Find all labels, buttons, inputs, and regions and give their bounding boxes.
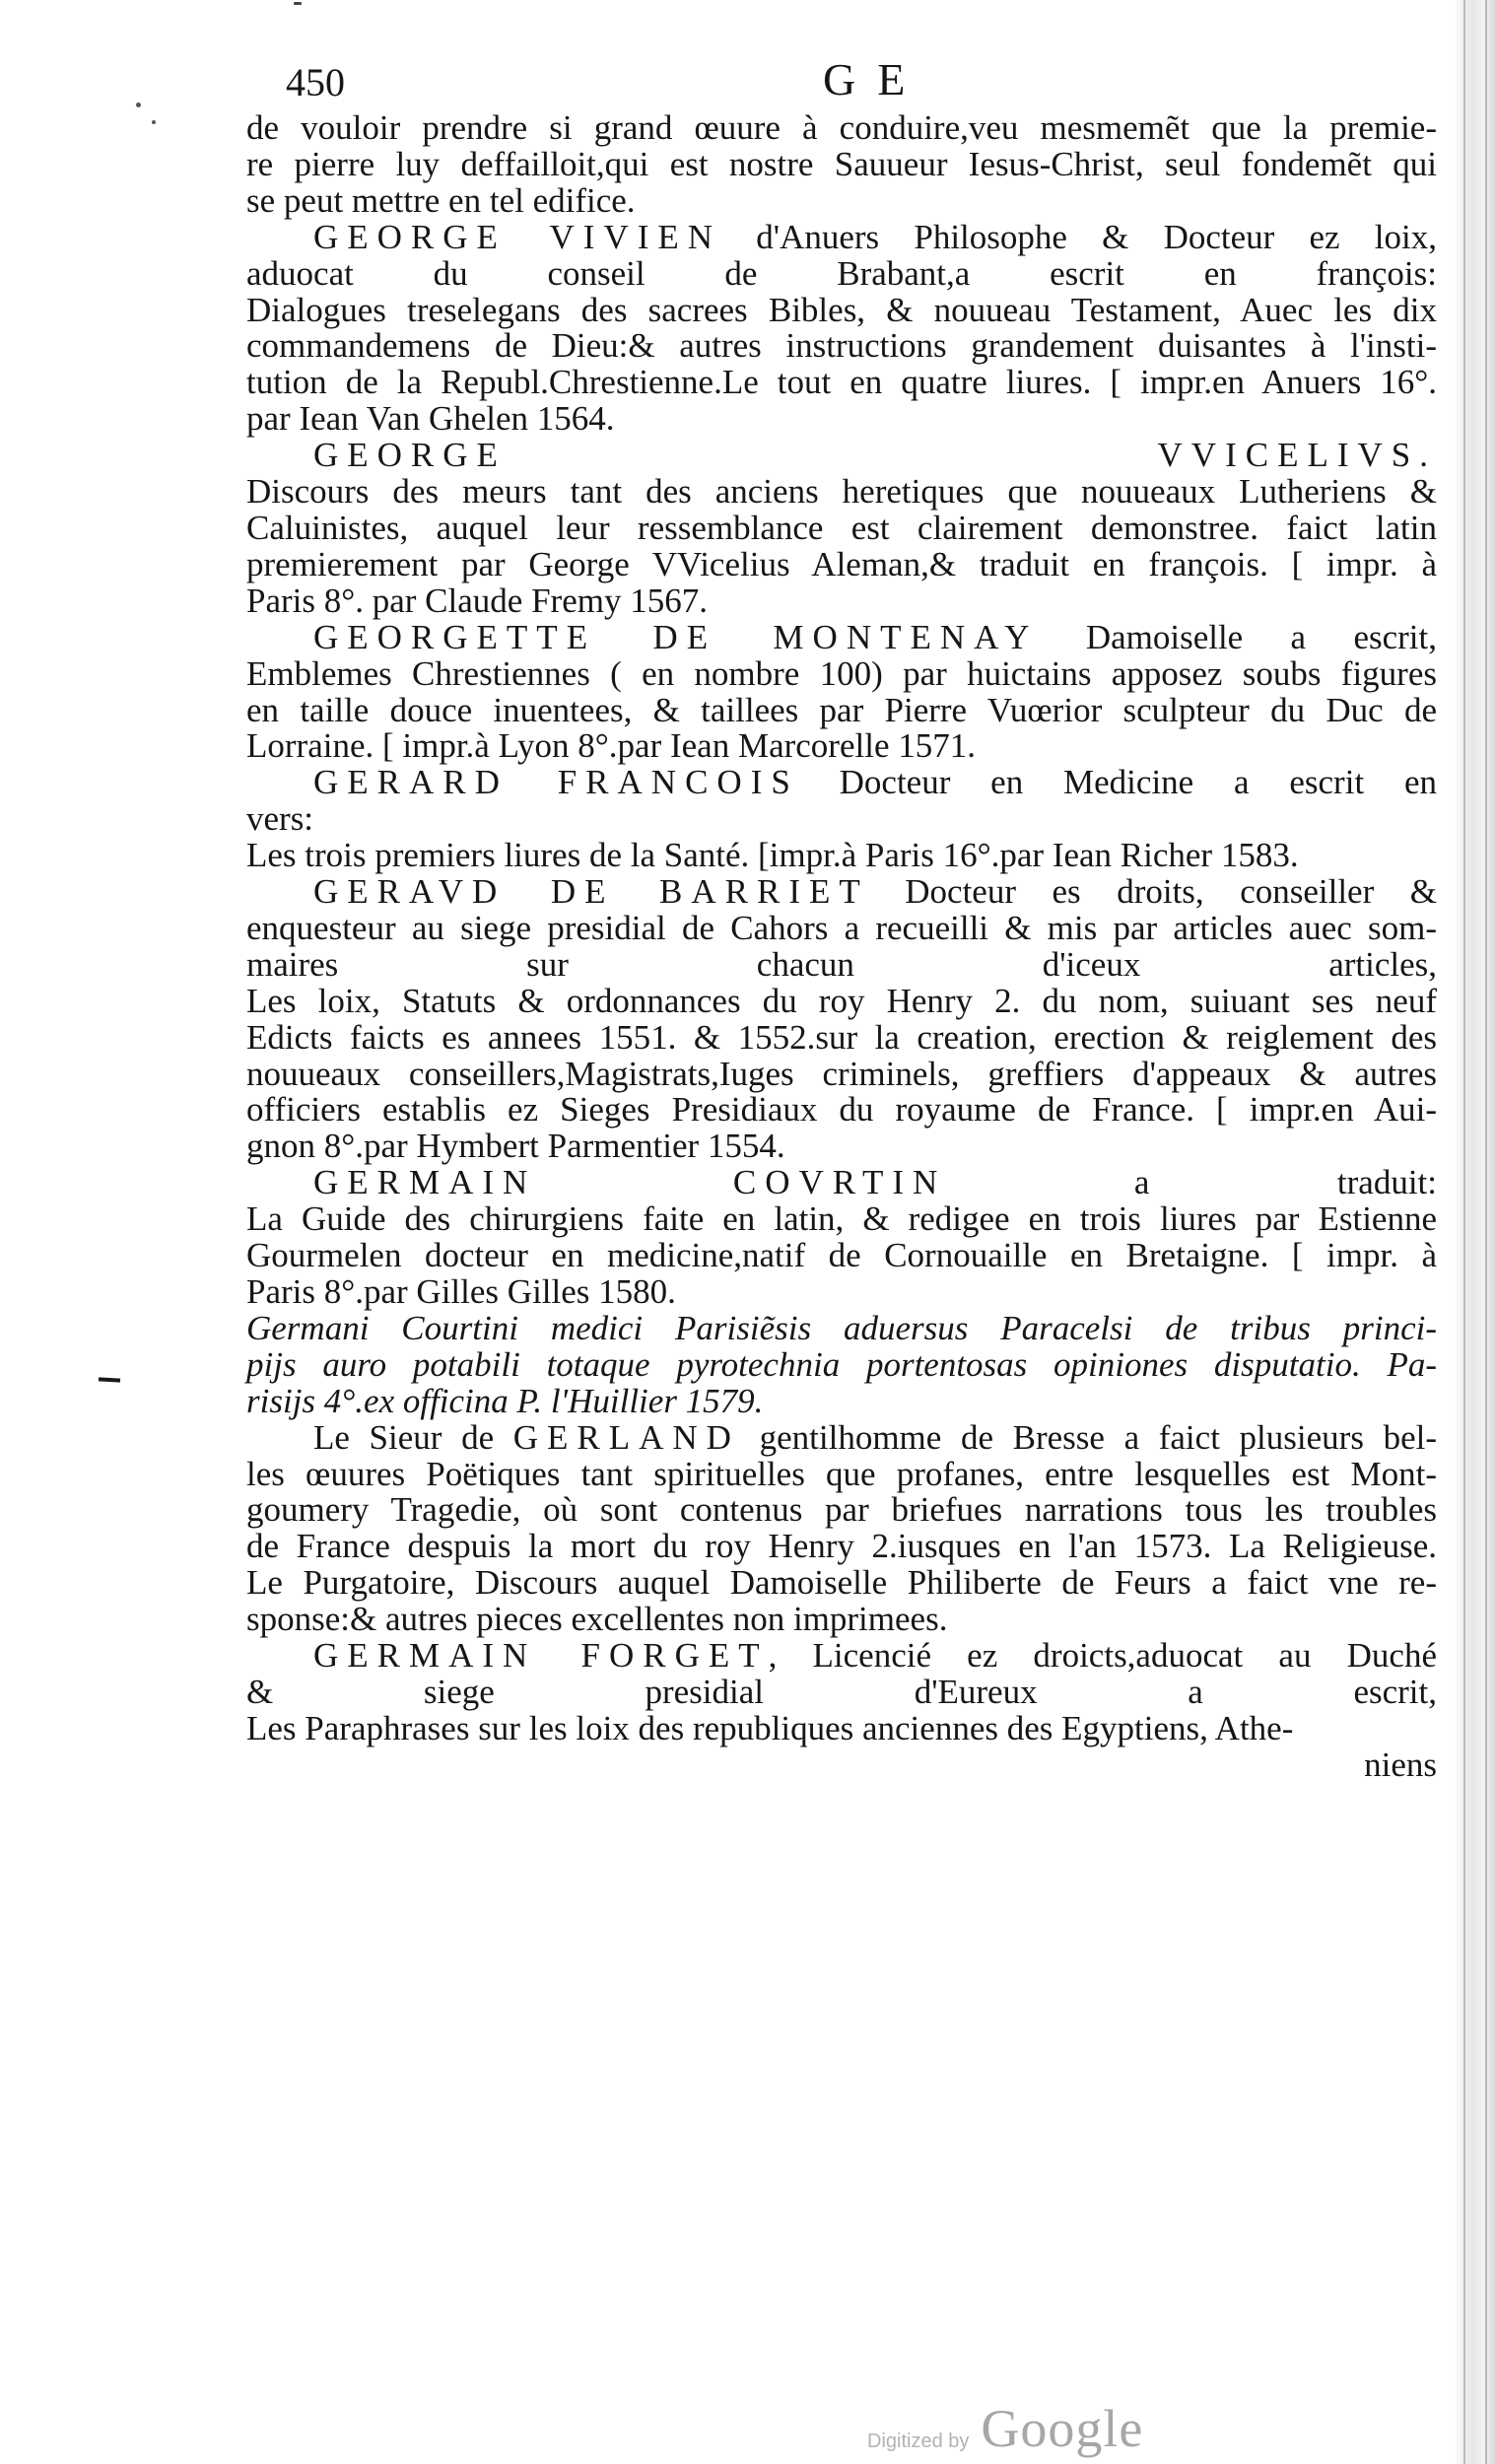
digitized-by-label: Digitized by (867, 2430, 970, 2452)
author-name: GEORGE VVICELIVS. (313, 436, 1437, 475)
entry-text: Damoiselle a escrit, (1038, 617, 1437, 656)
author-name: GERMAIN COVRTIN (313, 1163, 947, 1202)
text-line: gnon 8°.par Hymbert Parmentier 1554. (246, 1127, 785, 1166)
text-line: commandemens de Dieu:& autres instructions grandement duisantes à l'insti- (246, 326, 1437, 366)
text-line (246, 217, 1437, 256)
ink-speck (294, 2, 302, 5)
entry-text: Docteur en Medicine a escrit en (798, 763, 1438, 802)
entry-text: gentilhomme de Bresse a faict plusieurs bel- (739, 1417, 1437, 1457)
text-line (246, 438, 1437, 474)
ink-speck (152, 120, 156, 124)
edge-line (1463, 0, 1465, 2464)
edge-line (1485, 0, 1487, 2464)
text-line: tution de la Republ.Chrestienne.Le tout en quatre liures. [ impr.en Anuers 16°. (246, 363, 1437, 402)
text-line: Les trois premiers liures de la Santé. [impr.à Paris 16°.par Iean Richer 1583. (246, 836, 1299, 875)
text-line: goumery Tragedie, où sont contenus par briefues narrations tous les troubles (246, 1490, 1437, 1530)
text-line: Les loix, Statuts & ordonnances du roy Henry 2. du nom, suiuant ses neuf (246, 981, 1437, 1020)
text-line: Les Paraphrases sur les loix des republiques anciennes des Egyptiens, Athe- (246, 1708, 1294, 1747)
margin-mark (99, 1377, 120, 1382)
author-name: GERMAIN FORGET (313, 1636, 769, 1676)
running-head: GE (823, 54, 927, 104)
text-line: La Guide des chirurgiens faite en latin, & redigee en trois liures par Estienne (246, 1199, 1437, 1239)
author-prefix: Le Sieur de (313, 1417, 513, 1457)
bibliography-entry (246, 765, 1437, 874)
text-line (246, 1165, 1437, 1201)
bibliography-entry (246, 617, 1437, 766)
page-number: 450 (286, 60, 345, 104)
text-line: vers: (246, 799, 314, 839)
author-name: GEORGE VIVIEN (313, 217, 722, 256)
text-line: officiers establis ez Sieges Presidiaux du royaume de France. [ impr.en Aui- (246, 1090, 1437, 1129)
author-name: GEORGETTE DE MONTENAY (313, 617, 1039, 656)
text-line: Discours des meurs tant des anciens heretiques que nouueaux Lutheriens & (246, 472, 1437, 512)
google-logo: Google (981, 2399, 1144, 2458)
text-line: Le Purgatoire, Discours auquel Damoiselle Philiberte de Feurs a faict vne re- (246, 1563, 1437, 1603)
text-line: premierement par George VVicelius Aleman,& traduit en françois. [ impr. à (246, 544, 1437, 583)
text-line: Edicts faicts es annees 1551. & 1552.sur la creation, erection & reiglement des (246, 1017, 1437, 1057)
bibliography-entry (246, 110, 1437, 220)
author-name: GERLAND (512, 1417, 740, 1457)
text-line: pijs auro potabili totaque pyrotechnia portentosas opiniones disputatio. Pa- (246, 1344, 1437, 1384)
text-line: sponse:& autres pieces excellentes non imprimees. (246, 1600, 948, 1639)
bibliography-entry (246, 1417, 1437, 1639)
text-line: aduocat du conseil de Brabant,a escrit en françois: (246, 253, 1437, 293)
entry-text: d'Anuers Philosophe & Docteur ez loix, (721, 217, 1437, 256)
entry-text: Docteur es droits, conseiller & (868, 872, 1437, 912)
page-body (246, 110, 1437, 1784)
author-name: GERAVD DE BARRIET (313, 872, 869, 912)
text-line (246, 1638, 1437, 1675)
bibliography-entry (246, 1638, 1437, 1747)
bibliography-entry (246, 1165, 1437, 1311)
text-line: par Iean Van Ghelen 1564. (246, 399, 615, 439)
text-line (246, 765, 1437, 801)
author-name: GERARD FRANCOIS (313, 763, 799, 802)
text-line: de vouloir prendre si grand œuure à conduire,veu mesmemẽt que la premie- (246, 108, 1437, 147)
text-line: les œuures Poëtiques tant spirituelles que profanes, entre lesquelles est Mont- (246, 1454, 1437, 1493)
digitization-footer (867, 2399, 1192, 2458)
bibliography-entry (246, 438, 1437, 620)
bibliography-entry (246, 874, 1437, 1165)
text-line: risijs 4°.ex officina P. l'Huillier 1579. (246, 1381, 764, 1420)
text-line (246, 617, 1437, 656)
entry-text: a traduit: (946, 1163, 1437, 1202)
text-line: re pierre luy deffailloit,qui est nostre Sauueur Iesus-Christ, seul fondemẽt qui (246, 144, 1437, 183)
text-line (246, 874, 1437, 911)
text-line: se peut mettre en tel edifice. (246, 180, 636, 220)
text-line: Caluinistes, auquel leur ressemblance est clairement demonstree. faict latin (246, 508, 1437, 547)
entry-text: , Licencié ez droicts,aduocat au Duché (768, 1636, 1437, 1676)
catchword: niens (1364, 1745, 1437, 1784)
text-line: Emblemes Chrestiennes ( en nombre 100) par huictains apposez soubs figures (246, 653, 1437, 693)
text-line: Lorraine. [ impr.à Lyon 8°.par Iean Marcorelle 1571. (246, 726, 976, 766)
text-line: enquesteur au siege presidial de Cahors a recueilli & mis par articles auec som- (246, 908, 1437, 947)
text-line: Gourmelen docteur en medicine,natif de Cornouaille en Bretaigne. [ impr. à (246, 1236, 1437, 1275)
text-line: de France despuis la mort du roy Henry 2.iusques en l'an 1573. La Religieuse. (246, 1527, 1437, 1566)
bibliography-entry (246, 1308, 1437, 1420)
text-line: en taille douce inuentees, & taillees par Pierre Vuœrior sculpteur du Duc de (246, 690, 1437, 729)
text-line: Dialogues treselegans des sacrees Bibles, & nouueau Testament, Auec les dix (246, 290, 1437, 329)
page-edge (1456, 0, 1495, 2464)
bibliography-entry (246, 217, 1437, 439)
text-line: & siege presidial d'Eureux a escrit, (246, 1672, 1437, 1711)
text-line: Paris 8°.par Gilles Gilles 1580. (246, 1272, 676, 1311)
text-line: Germani Courtini medici Parisiẽsis aduersus Paracelsi de tribus princi- (246, 1308, 1437, 1347)
text-line: nouueaux conseillers,Magistrats,Iuges criminels, greffiers d'appeaux & autres (246, 1054, 1437, 1093)
text-line: Paris 8°. par Claude Fremy 1567. (246, 581, 708, 620)
page-header (0, 54, 1495, 108)
text-line (246, 1417, 1437, 1457)
text-line: maires sur chacun d'iceux articles, (246, 944, 1437, 984)
